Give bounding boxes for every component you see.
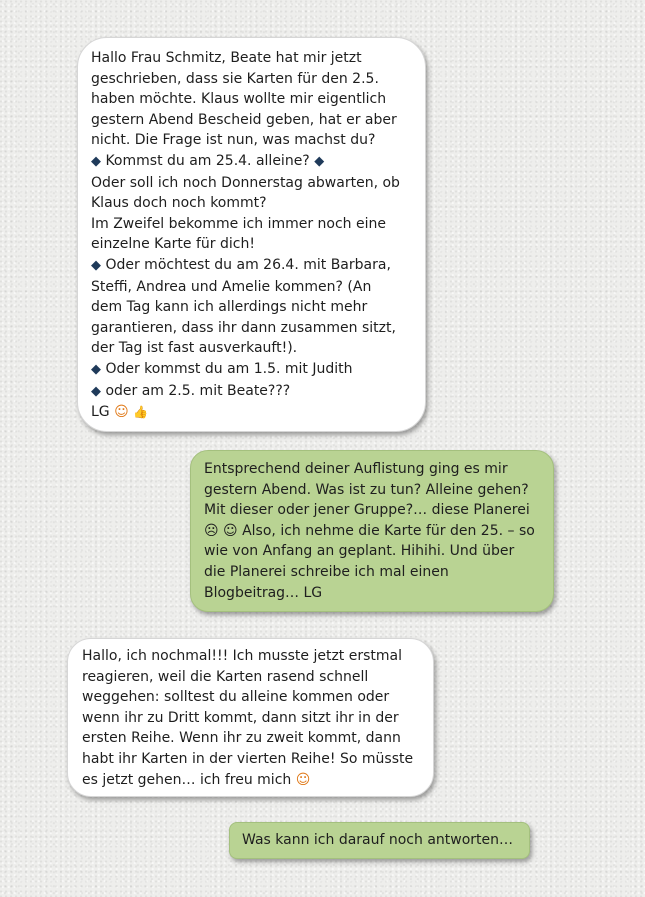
message-bubble-outgoing bbox=[190, 450, 554, 612]
message-line: gestern Abend. Was ist zu tun? Alleine gehen? bbox=[204, 481, 529, 498]
message-line: ◆ Oder kommst du am 1.5. mit Judith bbox=[91, 360, 353, 377]
message-line: ersten Reihe. Wenn ihr zu zweit kommt, dann bbox=[82, 730, 401, 747]
message-line: reagieren, weil die Karten rasend schnell bbox=[82, 668, 369, 685]
message-line: ◆ Kommst du am 25.4. alleine? ◆ bbox=[91, 152, 325, 169]
message-line: dem Tag kann ich allerdings nicht mehr bbox=[91, 299, 368, 316]
message-line: Hallo, ich nochmal!!! Ich musste jetzt erstmal bbox=[82, 648, 403, 664]
diamond-bullet-icon: ◆ bbox=[91, 153, 101, 169]
smiley-icon: ☹ ☺ bbox=[204, 522, 238, 539]
message-line: Klaus doch noch kommt? bbox=[91, 195, 267, 212]
thumbs-up-icon: 👍 bbox=[133, 405, 149, 420]
message-line: ◆ Oder möchtest du am 26.4. mit Barbara, bbox=[91, 256, 391, 273]
smiley-icon: ☺ bbox=[295, 771, 311, 788]
message-line: es jetzt gehen… ich freu mich ☺ bbox=[82, 771, 311, 788]
message-line: geschrieben, dass sie Karten für den 2.5. bbox=[91, 70, 379, 87]
message-line: haben möchte. Klaus wollte mir eigentlich bbox=[91, 91, 387, 108]
message-line: wenn ihr zu Dritt kommt, dann sitzt ihr in der bbox=[82, 709, 399, 726]
diamond-bullet-icon: ◆ bbox=[91, 383, 101, 399]
message-line: weggehen: solltest du alleine kommen oder bbox=[82, 689, 390, 706]
message-line: der Tag ist fast ausverkauft!). bbox=[91, 340, 298, 357]
diamond-bullet-icon: ◆ bbox=[314, 153, 325, 169]
message-line: habt ihr Karten in der vierten Reihe! So müsste bbox=[82, 750, 414, 767]
message-line: ◆ oder am 2.5. mit Beate??? bbox=[91, 382, 291, 399]
message-line: Im Zweifel bekomme ich immer noch eine bbox=[91, 215, 386, 232]
message-line: garantieren, dass ihr dann zusammen sitzt, bbox=[91, 319, 396, 336]
message-line: Blogbeitrag… LG bbox=[204, 584, 323, 601]
message-line: ☹ ☺ Also, ich nehme die Karte für den 25. – so bbox=[204, 522, 535, 539]
message-bubble-incoming bbox=[67, 638, 434, 797]
message-bubble-outgoing bbox=[229, 822, 530, 859]
message-line: gestern Abend Bescheid geben, hat er aber bbox=[91, 111, 397, 128]
diamond-bullet-icon: ◆ bbox=[91, 257, 101, 273]
message-line: die Planerei schreibe ich mal einen bbox=[204, 563, 449, 580]
message-line: Oder soll ich noch Donnerstag abwarten, ob bbox=[91, 174, 400, 191]
message-line: Mit dieser oder jener Gruppe?… diese Planerei bbox=[204, 502, 530, 519]
message-line: einzelne Karte für dich! bbox=[91, 236, 255, 253]
message-line: nicht. Die Frage ist nun, was machst du? bbox=[91, 132, 376, 149]
diamond-bullet-icon: ◆ bbox=[91, 361, 101, 377]
message-line: LG ☺ 👍 bbox=[91, 404, 149, 421]
message-line: Was kann ich darauf noch antworten… bbox=[242, 832, 514, 848]
message-line: wie von Anfang an geplant. Hihihi. Und über bbox=[204, 543, 515, 560]
message-bubble-incoming bbox=[77, 37, 426, 432]
message-line: Entsprechend deiner Auflistung ging es mir bbox=[204, 461, 508, 477]
message-line: Steffi, Andrea und Amelie kommen? (An bbox=[91, 278, 372, 295]
smiley-icon: ☺ bbox=[114, 404, 129, 421]
message-line: Hallo Frau Schmitz, Beate hat mir jetzt bbox=[91, 50, 362, 66]
